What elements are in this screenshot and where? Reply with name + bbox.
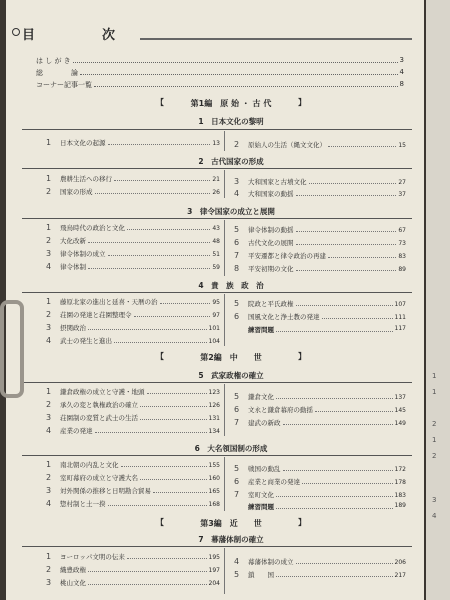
toc-entry: 7 室町文化 183 <box>234 490 406 499</box>
toc-entry: 2 織豊政権 197 <box>46 565 220 574</box>
toc-entry: 3 大和国家と古墳文化 27 <box>234 177 406 186</box>
toc-entry: 1 農耕生活への移行 21 <box>46 174 220 183</box>
divider <box>22 455 412 456</box>
toc-entry: 5 律令体制の動揺 67 <box>234 225 406 234</box>
column-divider <box>224 220 225 276</box>
toc-entry: 1 飛鳥時代の政治と文化 43 <box>46 223 220 232</box>
toc-entry: 4 武士の発生と進出 104 <box>46 336 220 345</box>
exercise-entry: 練習問題 117 <box>248 325 406 334</box>
adjacent-page-text: 1 <box>432 436 437 444</box>
part-heading: 【 第2編 中 世 】 <box>156 352 306 362</box>
toc-entry: 4 幕藩体制の成立 206 <box>234 557 406 566</box>
toc-entry: 4 律令体制 59 <box>46 262 220 271</box>
divider <box>22 382 412 383</box>
chapter-heading: 2 古代国家の形成 <box>198 157 264 166</box>
part-heading: 【 第3編 近 世 】 <box>156 518 306 528</box>
toc-page <box>6 0 424 600</box>
toc-entry: 1 藤原北家の進出と延喜・天暦の治 95 <box>46 297 220 306</box>
divider <box>22 292 412 293</box>
column-divider <box>224 170 225 198</box>
toc-entry: 1 南北朝の内乱と文化 155 <box>46 460 220 469</box>
toc-entry: 3 荘園制の変質と武士の生活 131 <box>46 413 220 422</box>
toc-entry: 3 対外関係の推移と日明勘合貿易 165 <box>46 486 220 495</box>
title-char-2: 次 <box>102 28 118 43</box>
chapter-heading: 5 武家政権の確立 <box>198 371 264 380</box>
toc-entry: 5 鎖 国 217 <box>234 570 406 579</box>
preface-label: 総 論 <box>36 69 78 77</box>
toc-entry: 2 国家の形成 26 <box>46 187 220 196</box>
toc-entry: 4 惣村制と土一揆 168 <box>46 499 220 508</box>
toc-entry: 3 律令体制の成立 51 <box>46 249 220 258</box>
page-title <box>22 24 118 43</box>
toc-entry: 7 建武の新政 149 <box>234 418 406 427</box>
toc-entry: 2 承久の変と執権政治の確立 126 <box>46 400 220 409</box>
divider <box>22 218 412 219</box>
column-divider <box>224 294 225 346</box>
toc-entry: 6 産業と商業の発達 178 <box>234 477 406 486</box>
chapter-heading: 3 律令国家の成立と展開 <box>187 207 275 216</box>
toc-entry: 2 室町幕府の成立と守護大名 160 <box>46 473 220 482</box>
column-divider <box>224 457 225 511</box>
preface-page: 4 <box>399 68 404 76</box>
adjacent-page-text: 1 <box>432 372 437 380</box>
title-char-1: 目 <box>22 28 38 43</box>
column-divider <box>224 548 225 594</box>
toc-entry: 6 古代文化の展開 73 <box>234 238 406 247</box>
title-rule <box>140 38 412 40</box>
preface-item <box>36 56 404 66</box>
toc-entry: 4 大和国家の動揺 37 <box>234 189 406 198</box>
toc-entry: 8 平安初期の文化 89 <box>234 264 406 273</box>
binding-ring <box>0 300 24 398</box>
toc-entry: 6 文永と鎌倉幕府の動揺 145 <box>234 405 406 414</box>
chapter-heading: 1 日本文化の黎明 <box>198 117 264 126</box>
adjacent-page-text: 2 <box>432 452 437 460</box>
title-bullet-icon <box>12 28 20 36</box>
toc-entry: 6 国風文化と浄土教の発達 111 <box>234 312 406 321</box>
divider <box>22 546 412 547</box>
toc-entry: 1 鎌倉政権の成立と守護・地頭 123 <box>46 387 220 396</box>
preface-page: 3 <box>399 56 404 64</box>
toc-entry: 1 日本文化の起源 13 <box>46 138 220 147</box>
preface-page: 8 <box>399 80 404 88</box>
toc-entry: 5 鎌倉文化 137 <box>234 392 406 401</box>
part-heading: 【 第1編 原 始 ・ 古 代 】 <box>156 98 306 108</box>
adjacent-page-text: 2 <box>432 420 437 428</box>
toc-entry: 4 産業の発達 134 <box>46 426 220 435</box>
preface-item <box>36 80 404 90</box>
exercise-entry: 練習問題 189 <box>248 502 406 511</box>
adjacent-page-text: 4 <box>432 512 437 520</box>
divider <box>22 129 412 130</box>
toc-entry: 2 荘園の発達と荘園整理令 97 <box>46 310 220 319</box>
toc-entry: 7 平安遷都と律令政治の再建 83 <box>234 251 406 260</box>
chapter-heading: 6 大名領国制の形成 <box>194 444 268 453</box>
toc-entry: 5 院政と平氏政権 107 <box>234 299 406 308</box>
toc-entry: 2 原始人の生活（縄文文化） 15 <box>234 140 406 149</box>
preface-item <box>36 68 404 78</box>
toc-entry: 1 ヨーロッパ文明の伝来 195 <box>46 552 220 561</box>
preface-label: コーナー記事一覧 <box>36 81 92 89</box>
chapter-heading: 7 幕藩体制の確立 <box>198 535 264 544</box>
column-divider <box>224 384 225 436</box>
chapter-heading: 4 貴 族 政 治 <box>198 281 264 290</box>
divider <box>22 168 412 169</box>
column-divider <box>224 131 225 151</box>
toc-entry: 2 大化改新 48 <box>46 236 220 245</box>
toc-entry: 5 戦国の動乱 172 <box>234 464 406 473</box>
adjacent-page-text: 3 <box>432 496 437 504</box>
preface-label: は し が き <box>36 57 71 65</box>
adjacent-page <box>426 0 450 600</box>
toc-entry: 3 桃山文化 204 <box>46 578 220 587</box>
adjacent-page-text: 1 <box>432 388 437 396</box>
toc-entry: 3 摂関政治 101 <box>46 323 220 332</box>
